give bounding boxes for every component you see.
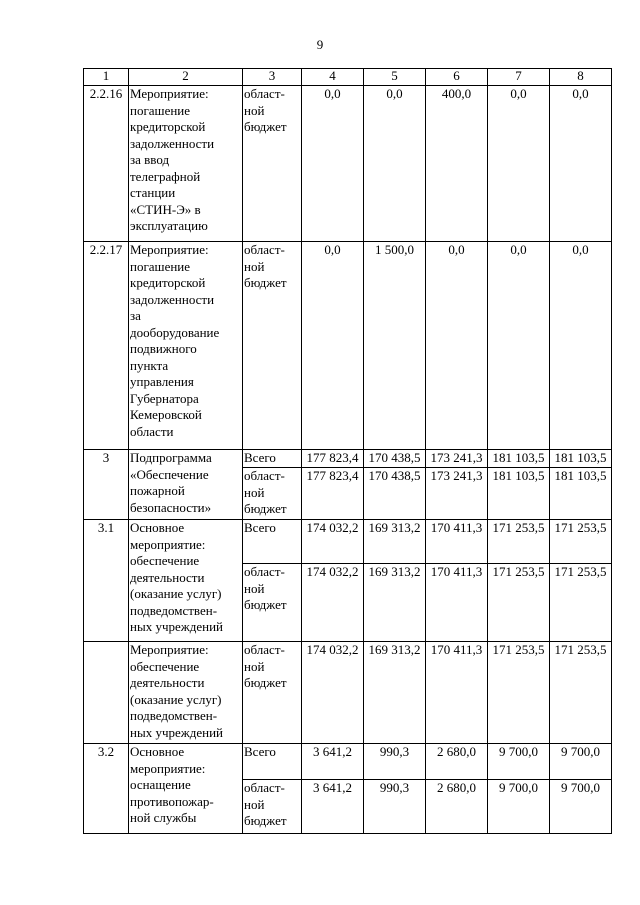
activity-name bbox=[129, 450, 243, 520]
funding-source-line: област- bbox=[244, 780, 285, 795]
amount-cell: 169 313,2 bbox=[364, 564, 426, 642]
activity-name-line: подведомствен- bbox=[130, 602, 218, 618]
header-cell: 1 bbox=[84, 69, 129, 86]
amount-cell: 0,0 bbox=[302, 242, 364, 450]
table-row bbox=[84, 642, 612, 744]
amount-cell: 171 253,5 bbox=[488, 520, 550, 564]
activity-name-line: за ввод bbox=[130, 152, 170, 167]
amount-cell: 0,0 bbox=[488, 86, 550, 242]
activity-name-line: Мероприятие: bbox=[130, 642, 209, 657]
amount-cell: 2 680,0 bbox=[426, 744, 488, 780]
activity-name-line: подведомствен- bbox=[130, 708, 218, 723]
funding-source bbox=[243, 642, 302, 744]
activity-name-line: задолженности bbox=[130, 135, 215, 151]
funding-source-line: област- bbox=[244, 86, 285, 101]
activity-name-line: кредиторской bbox=[130, 275, 206, 290]
row-number bbox=[84, 642, 129, 744]
funding-source-line: ной bbox=[244, 658, 265, 674]
activity-name-line: станции bbox=[130, 185, 176, 200]
amount-cell: 0,0 bbox=[302, 86, 364, 242]
activity-name bbox=[129, 242, 243, 450]
activity-name-line: за bbox=[130, 308, 141, 323]
amount-cell: 170 438,5 bbox=[364, 450, 426, 468]
funding-source-line: ной bbox=[244, 102, 265, 118]
amount-cell: 9 700,0 bbox=[550, 780, 612, 834]
amount-cell: 0,0 bbox=[550, 86, 612, 242]
activity-name-line: противопожар- bbox=[130, 793, 214, 809]
funding-source-line: Всего bbox=[244, 520, 276, 535]
activity-name-line: ных учреждений bbox=[130, 619, 223, 634]
activity-name bbox=[129, 642, 243, 744]
activity-name-line: телеграфной bbox=[130, 168, 201, 184]
funding-source-line: бюджет bbox=[244, 501, 287, 516]
amount-cell: 0,0 bbox=[550, 242, 612, 450]
amount-cell: 3 641,2 bbox=[302, 780, 364, 834]
table-row bbox=[84, 744, 612, 780]
activity-name-line: пожарной bbox=[130, 483, 185, 498]
activity-name-line: дооборудование bbox=[130, 324, 220, 340]
table-row bbox=[84, 520, 612, 564]
amount-cell: 171 253,5 bbox=[488, 642, 550, 744]
funding-source bbox=[243, 468, 302, 520]
amount-cell: 3 641,2 bbox=[302, 744, 364, 780]
amount-cell: 170 411,3 bbox=[426, 520, 488, 564]
funding-source-line: област- bbox=[244, 564, 285, 579]
amount-cell: 170 411,3 bbox=[426, 642, 488, 744]
activity-name-line: «СТИН-Э» в bbox=[130, 201, 201, 217]
activity-name-line: оснащение bbox=[130, 777, 191, 792]
activity-name-line: «Обеспечение bbox=[130, 466, 209, 482]
amount-cell: 170 411,3 bbox=[426, 564, 488, 642]
activity-name-line: задолженности bbox=[130, 291, 215, 307]
activity-name-line: мероприятие: bbox=[130, 536, 206, 552]
header-cell: 6 bbox=[426, 69, 488, 86]
funding-source bbox=[243, 450, 302, 468]
amount-cell: 169 313,2 bbox=[364, 520, 426, 564]
activity-name-line: деятельности bbox=[130, 569, 205, 585]
amount-cell: 169 313,2 bbox=[364, 642, 426, 744]
header-cell: 8 bbox=[550, 69, 612, 86]
amount-cell: 174 032,2 bbox=[302, 642, 364, 744]
funding-source bbox=[243, 520, 302, 564]
funding-source-line: бюджет bbox=[244, 675, 287, 690]
funding-source-line: област- bbox=[244, 642, 285, 657]
amount-cell: 174 032,2 bbox=[302, 564, 364, 642]
funding-source bbox=[243, 564, 302, 642]
activity-name-line: Мероприятие: bbox=[130, 86, 209, 101]
amount-cell: 9 700,0 bbox=[488, 744, 550, 780]
activity-name-line: (оказание услуг) bbox=[130, 691, 222, 707]
funding-source-line: ной bbox=[244, 796, 265, 812]
table-row bbox=[84, 86, 612, 242]
activity-name-line: области bbox=[130, 423, 174, 439]
amount-cell: 990,3 bbox=[364, 744, 426, 780]
amount-cell: 173 241,3 bbox=[426, 468, 488, 520]
activity-name-line: управления bbox=[130, 374, 194, 389]
activity-name-line: мероприятие: bbox=[130, 760, 206, 776]
activity-name-line: Основное bbox=[130, 520, 185, 535]
amount-cell: 171 253,5 bbox=[550, 520, 612, 564]
activity-name-line: Кемеровской bbox=[130, 407, 202, 422]
funding-source bbox=[243, 780, 302, 834]
table-row bbox=[84, 450, 612, 468]
amount-cell: 177 823,4 bbox=[302, 468, 364, 520]
amount-cell: 2 680,0 bbox=[426, 780, 488, 834]
funding-source-line: бюджет bbox=[244, 597, 287, 612]
row-number: 3 bbox=[84, 450, 129, 520]
row-number: 2.2.17 bbox=[84, 242, 129, 450]
amount-cell: 9 700,0 bbox=[488, 780, 550, 834]
activity-name-line: Мероприятие: bbox=[130, 242, 209, 257]
amount-cell: 1 500,0 bbox=[364, 242, 426, 450]
amount-cell: 0,0 bbox=[364, 86, 426, 242]
amount-cell: 990,3 bbox=[364, 780, 426, 834]
activity-name-line: Губернатора bbox=[130, 390, 199, 406]
activity-name-line: (оказание услуг) bbox=[130, 586, 222, 601]
amount-cell: 171 253,5 bbox=[550, 642, 612, 744]
amount-cell: 181 103,5 bbox=[488, 450, 550, 468]
funding-source-line: бюджет bbox=[244, 275, 287, 290]
funding-source-line: ной bbox=[244, 258, 265, 274]
header-cell: 5 bbox=[364, 69, 426, 86]
activity-name-line: ной службы bbox=[130, 810, 197, 825]
activity-name-line: безопасности» bbox=[130, 499, 212, 515]
header-row bbox=[84, 69, 612, 86]
amount-cell: 171 253,5 bbox=[488, 564, 550, 642]
funding-source bbox=[243, 86, 302, 242]
header-cell: 2 bbox=[129, 69, 243, 86]
amount-cell: 170 438,5 bbox=[364, 468, 426, 520]
page-number: 9 bbox=[316, 37, 324, 52]
row-number: 3.2 bbox=[84, 744, 129, 834]
funding-source-line: бюджет bbox=[244, 119, 287, 134]
amount-cell: 174 032,2 bbox=[302, 520, 364, 564]
activity-name-line: подвижного bbox=[130, 341, 197, 356]
amount-cell: 181 103,5 bbox=[488, 468, 550, 520]
funding-source bbox=[243, 242, 302, 450]
amount-cell: 181 103,5 bbox=[550, 450, 612, 468]
amount-cell: 0,0 bbox=[488, 242, 550, 450]
amount-cell: 171 253,5 bbox=[550, 564, 612, 642]
activity-name-line: деятельности bbox=[130, 675, 205, 690]
funding-source-line: област- bbox=[244, 468, 285, 483]
header-cell: 7 bbox=[488, 69, 550, 86]
row-number: 3.1 bbox=[84, 520, 129, 642]
activity-name bbox=[129, 520, 243, 642]
funding-source bbox=[243, 744, 302, 780]
activity-name-line: эксплуатацию bbox=[130, 218, 208, 233]
activity-name-line: погашение bbox=[130, 102, 191, 118]
funding-source-line: ной bbox=[244, 484, 265, 500]
funding-source-line: област- bbox=[244, 242, 285, 257]
activity-name-line: Основное bbox=[130, 744, 185, 759]
activity-name-line: обеспечение bbox=[130, 553, 200, 568]
activity-name-line: погашение bbox=[130, 258, 191, 274]
activity-name-line: обеспечение bbox=[130, 658, 200, 674]
funding-source-line: бюджет bbox=[244, 813, 287, 828]
activity-name bbox=[129, 86, 243, 242]
activity-name-line: ных учреждений bbox=[130, 724, 223, 740]
header-cell: 4 bbox=[302, 69, 364, 86]
activity-name-line: Подпрограмма bbox=[130, 450, 212, 465]
table-row bbox=[84, 242, 612, 450]
amount-cell: 0,0 bbox=[426, 242, 488, 450]
row-number: 2.2.16 bbox=[84, 86, 129, 242]
header-cell: 3 bbox=[243, 69, 302, 86]
budget-table bbox=[83, 68, 612, 834]
activity-name-line: пункта bbox=[130, 357, 169, 373]
activity-name-line: кредиторской bbox=[130, 119, 206, 134]
amount-cell: 400,0 bbox=[426, 86, 488, 242]
activity-name bbox=[129, 744, 243, 834]
funding-source-line: Всего bbox=[244, 450, 276, 465]
amount-cell: 181 103,5 bbox=[550, 468, 612, 520]
funding-source-line: Всего bbox=[244, 744, 276, 759]
amount-cell: 9 700,0 bbox=[550, 744, 612, 780]
amount-cell: 173 241,3 bbox=[426, 450, 488, 468]
amount-cell: 177 823,4 bbox=[302, 450, 364, 468]
funding-source-line: ной bbox=[244, 580, 265, 596]
